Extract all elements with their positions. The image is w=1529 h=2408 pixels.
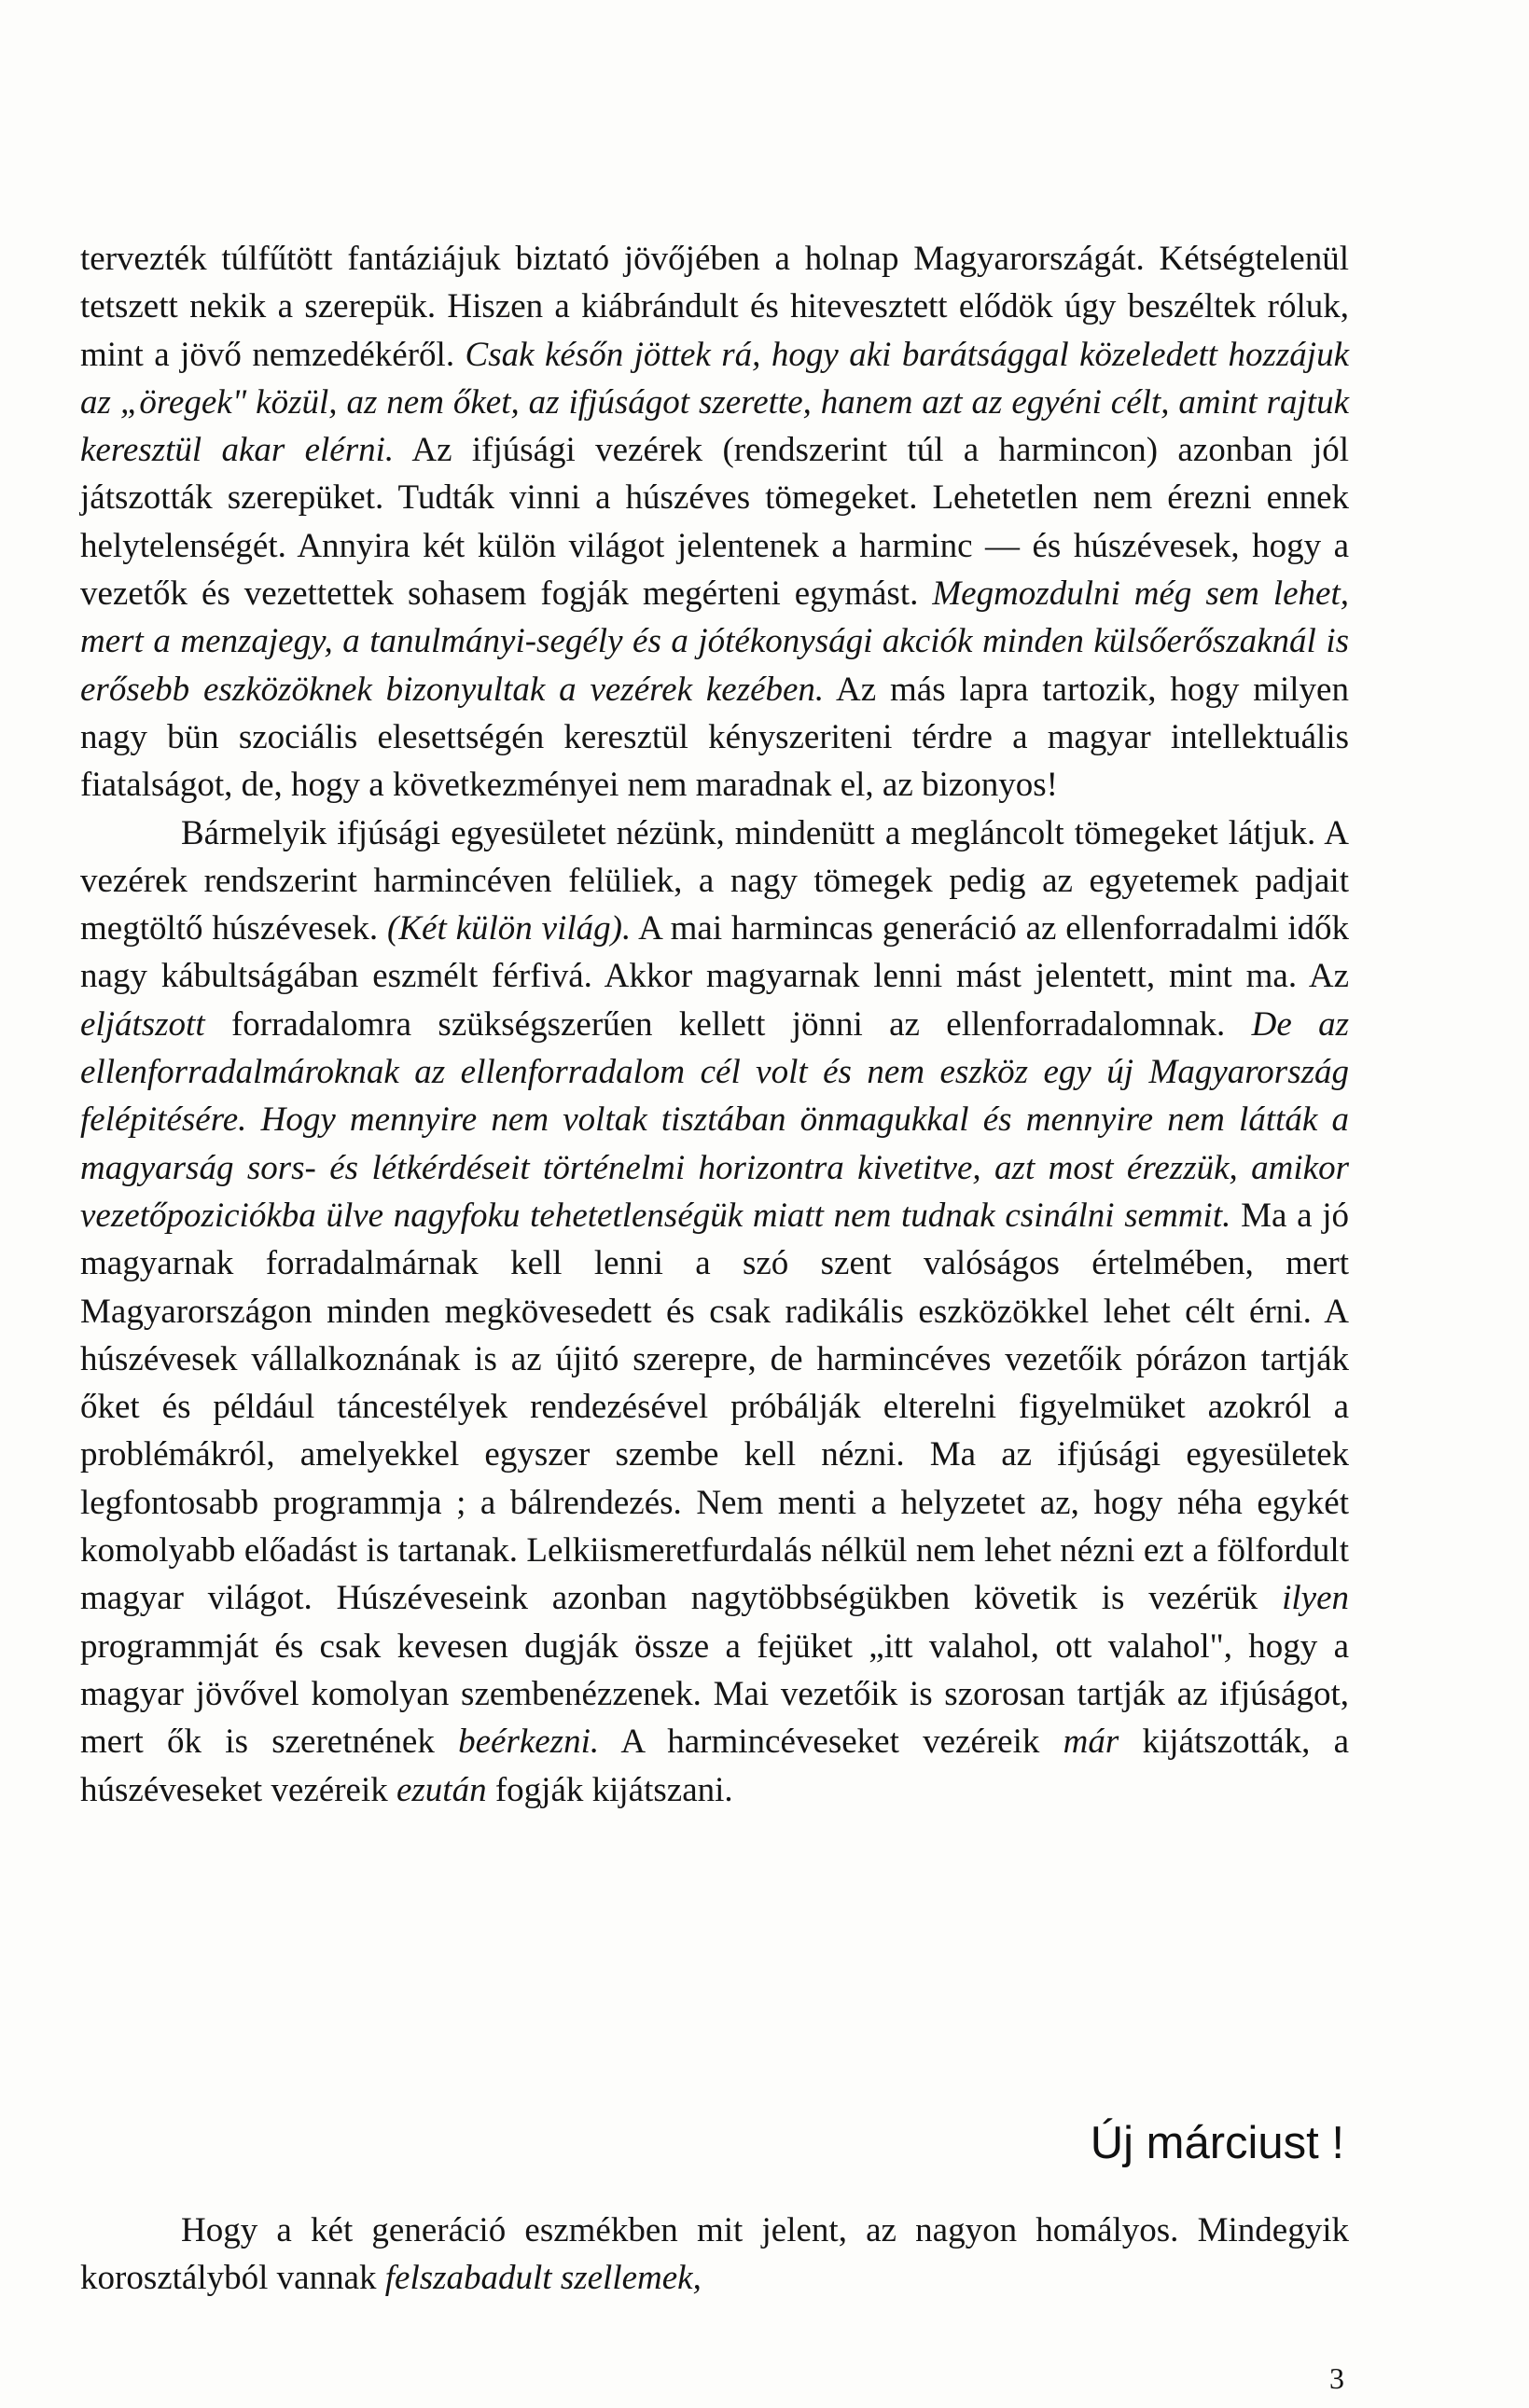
italic-text-run: eljátszott: [80, 1004, 205, 1044]
italic-text-run: De az ellenforradalmároknak az ellenforradalom cél volt és nem eszköz egy új Magyarország felépitésére. Hogy mennyire nem voltak tisztában önmagukkal és mennyire nem látták a magyarság sors- és létkérdéseit történelmi horizontra kivetitve, azt most érezzük, amikor vezetőpoziciókba ülve nagyfoku tehetetlenségük miatt nem tudnak csinálni semmit.: [80, 1004, 1349, 1235]
text-run: Az más lapra tartozik, hogy milyen nagy bün szociális elesettségén keresztül kényszeriteni térdre a magyar intellektuális fiatalságot, de, hogy a következményei nem maradnak el, az bizonyos!: [80, 670, 1349, 805]
text-run: tervezték túlfűtött fantáziájuk biztató jövőjében a holnap Magyarországát. Kétségtelenül tetszett nekik a szerepük. Hiszen a kiábrándult és hitevesztett elődök úgy beszéltek róluk, mint a jövő nemzedékéről.: [80, 240, 1349, 374]
paragraph-2: [80, 810, 1349, 1814]
body-text: [80, 235, 1349, 1814]
text-run: Hogy a két generáció eszmékben mit jelent, az nagyon homályos. Mindegyik korosztályból vannak: [80, 2211, 1349, 2298]
text-run: programmját és csak kevesen dugják össze a fejüket „itt valahol, ott valahol", hogy a magyar jövővel komolyan szembenézzenek. Mai vezetőik is szorosan tartják az ifjúságot, mert ők is szeretnének: [80, 1626, 1349, 1762]
italic-text-run: (Két külön világ).: [387, 909, 632, 948]
italic-text-run: Megmozdulni még sem lehet, mert a menzajegy, a tanulmányi-segély és a jótékonysági akciók minden külsőerőszaknál is erősebb eszközöknek bizonyultak a vezérek kezében.: [80, 574, 1349, 709]
italic-text-run: felszabadult szellemek,: [384, 2259, 702, 2298]
text-run: kijátszották, a húszéveseket vezéreik: [80, 1723, 1349, 1809]
text-run: A harmincéveseket vezéreik: [599, 1723, 1063, 1762]
text-run: Az ifjúsági vezérek (rendszerint túl a harmincon) azonban jól játszották szerepüket. Tudták vinni a húszéves tömegeket. Lehetetlen nem érezni ennek helytelenségét. Annyira két külön világot jelentenek a harminc — és húszévesek, hogy a vezetők és vezettettek sohasem fogják megérteni egymást.: [80, 431, 1350, 614]
page-number: 3: [1329, 2361, 1344, 2395]
text-run: Bármelyik ifjúsági egyesületet nézünk, mindenütt a megláncolt tömegeket látjuk. A vezérek rendszerint harmincéven felüliek, a nagy tömegek pedig az egyetemek padjait megtöltő húszévesek.: [80, 813, 1349, 948]
italic-text-run: ilyen: [1282, 1579, 1349, 1618]
text-run: forradalomra szükségszerűen kellett jönni az ellenforradalomnak.: [204, 1004, 1252, 1044]
section-heading: Új márciust !: [1090, 2118, 1344, 2168]
text-run: Ma a jó magyarnak forradalmárnak kell lenni a szó szent valóságos értelmében, mert Magyarországon minden megkövesedett és csak radikális eszközökkel lehet célt érni. A húszévesek vállalkoznának is az újitó szerepre, de harmincéves vezetőik pórázon tartják őket és például táncestélyek rendezésével próbálják elterelni figyelmüket azokról a problémákról, amelyekkel egyszer szembe kell nézni. Ma az ifjúsági egyesületek legfontosabb programmja ; a bálrendezés. Nem menti a helyzetet az, hogy néha egykét komolyabb előadást is tartanak. Lelkiismeretfurdalás nélkül nem lehet nézni ezt a fölfordult magyar világot. Húszéveseink azonban nagytöbbségükben követik is vezérük: [80, 1196, 1350, 1618]
italic-text-run: Csak későn jöttek rá, hogy aki barátsággal közeledett hozzájuk az „öregek" közül, az nem őket, az ifjúságot szerette, hanem azt az egyéni célt, amint rajtuk keresztül akar elérni.: [80, 335, 1349, 470]
italic-text-run: ezután: [396, 1770, 487, 1809]
paragraph-1: [80, 235, 1349, 810]
text-run: fogják kijátszani.: [486, 1770, 733, 1809]
italic-text-run: már: [1063, 1723, 1119, 1762]
paragraph-3: [80, 2207, 1349, 2303]
italic-text-run: beérkezni.: [458, 1723, 600, 1762]
text-run: A mai harmincas generáció az ellenforradalmi idők nagy kábultságában eszmélt férfivá. Akkor magyarnak lenni mást jelentett, mint ma. Az: [80, 909, 1349, 996]
